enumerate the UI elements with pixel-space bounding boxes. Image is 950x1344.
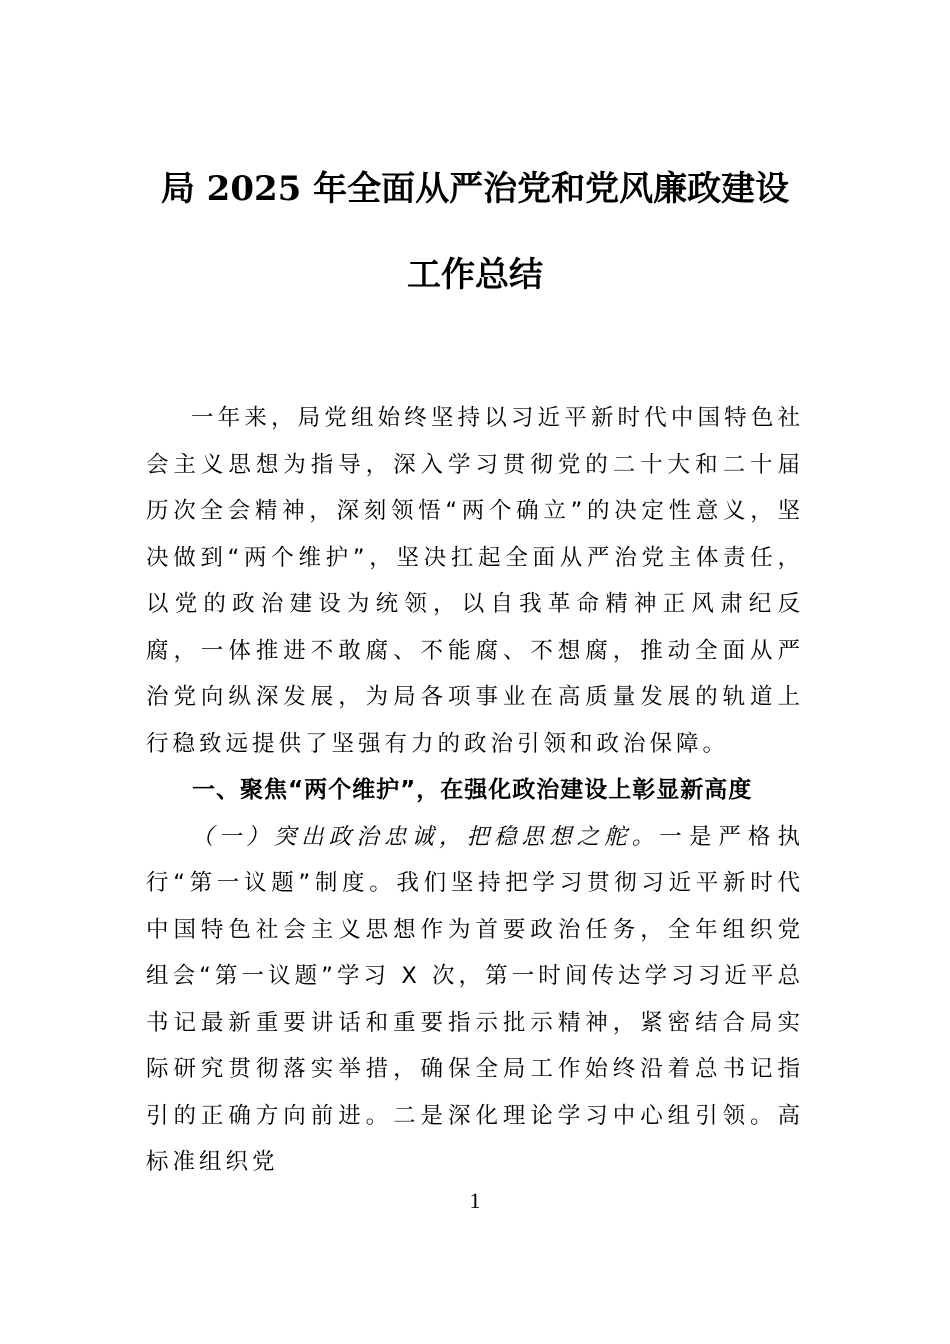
document-title: 局 2025 年全面从严治党和党风廉政建设工作总结 [160, 169, 790, 295]
subsection-paragraph [146, 814, 804, 1186]
document-body [146, 395, 804, 1186]
subsection-text: 一是严格执行“第一议题”制度。我们坚持把学习贯彻习近平新时代中国特色社会主义思想作为首要政治任务，全年组织党组会“第一议题”学习 X 次，第一时间传达学习习近平总书记最新重要讲话和重要指示批示精神，紧密结合局实际研究贯彻落实举措，确保全局工作始终沿着总书记指引的正确方向前进。二是深化理论学习中心组引领。高标准组织党 [146, 823, 804, 1175]
section-heading: 一、聚焦“两个维护”，在强化政治建设上彰显新高度 [192, 777, 753, 803]
page-number: 1 [469, 1188, 481, 1213]
subsection-lead: （一）突出政治忠诚，把稳思想之舵。 [191, 823, 660, 850]
intro-paragraph: 一年来，局党组始终坚持以习近平新时代中国特色社会主义思想为指导，深入学习贯彻党的二十大和二十届历次全会精神，深刻领悟“两个确立”的决定性意义，坚决做到“两个维护”，坚决扛起全面从严治党主体责任，以党的政治建设为统领，以自我革命精神正风肃纪反腐，一体推进不敢腐、不能腐、不想腐，推动全面从严治党向纵深发展，为局各项事业在高质量发展的轨道上行稳致远提供了坚强有力的政治引领和政治保障。 [146, 405, 804, 757]
